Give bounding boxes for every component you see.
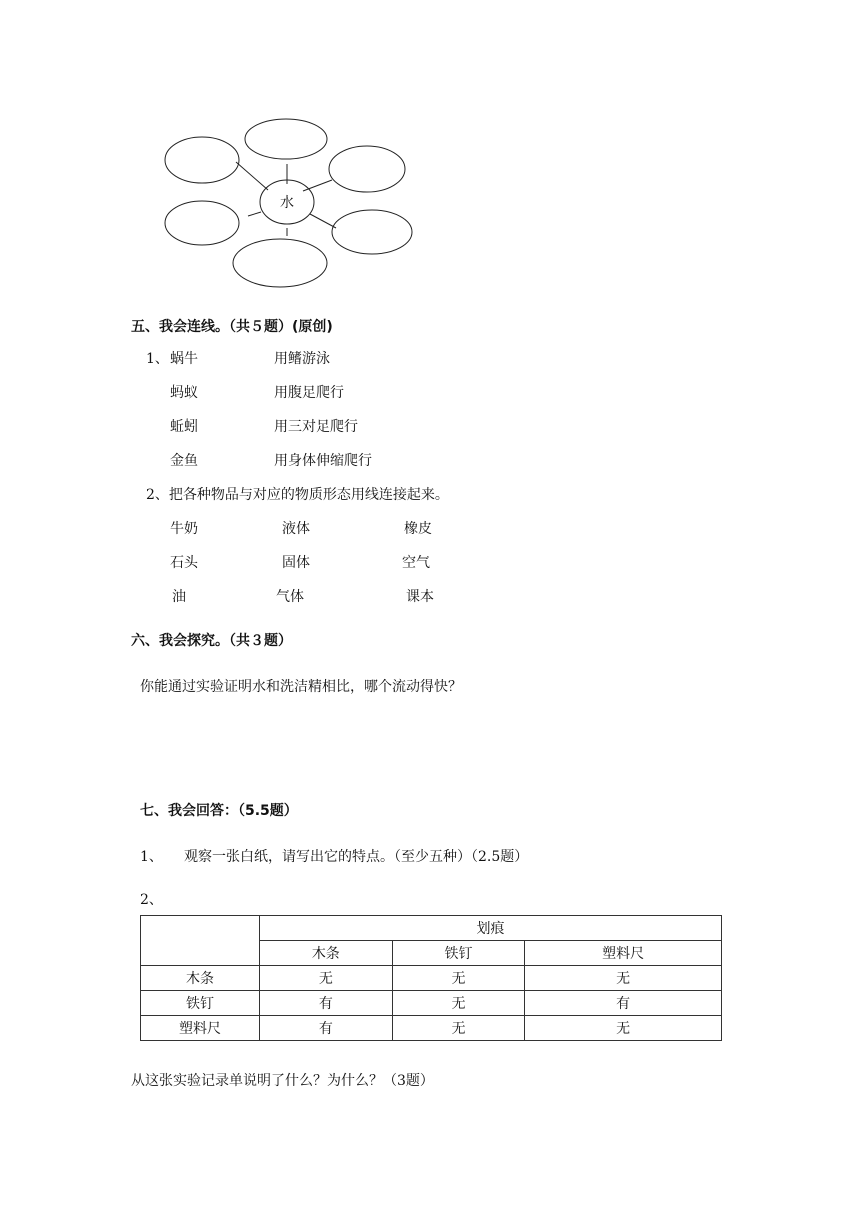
spoke-lower-right: [310, 214, 336, 228]
center-label: 水: [280, 195, 294, 211]
movement-fins[interactable]: 用鳍游泳: [274, 351, 330, 367]
movement-foot[interactable]: 用腹足爬行: [274, 385, 344, 401]
table-row: [141, 1016, 722, 1041]
table-row-label: 塑料尺: [141, 1016, 260, 1041]
animal-goldfish[interactable]: 金鱼: [170, 453, 198, 469]
spoke-lower-left: [248, 212, 261, 216]
empty-bubble-upper-right[interactable]: [329, 146, 405, 192]
table-cell: 无: [392, 966, 525, 991]
table-group-header: 划痕: [260, 916, 722, 941]
table-col-header: 铁钉: [392, 941, 525, 966]
table-row-label: 铁钉: [141, 991, 260, 1016]
state-gas[interactable]: 气体: [276, 589, 304, 605]
item-oil[interactable]: 油: [172, 589, 186, 605]
empty-bubble-upper-left[interactable]: [165, 137, 239, 183]
table-col-header: 木条: [260, 941, 393, 966]
table-cell: 无: [525, 966, 722, 991]
table-cell: 无: [392, 1016, 525, 1041]
section7-title: 七、我会回答：（5.5题）: [140, 803, 298, 819]
section7-q1-number: 1、: [140, 849, 163, 865]
item-stone[interactable]: 石头: [170, 555, 198, 571]
movement-three-pairs[interactable]: 用三对足爬行: [274, 419, 358, 435]
table-row: [141, 991, 722, 1016]
table-cell: 无: [260, 966, 393, 991]
item-milk[interactable]: 牛奶: [170, 521, 198, 537]
experiment-record-table: [140, 915, 722, 1041]
table-cell: 无: [392, 991, 525, 1016]
section7-q2-number: 2、: [140, 892, 163, 908]
table-cell: 有: [525, 991, 722, 1016]
empty-bubble-lower-left[interactable]: [165, 201, 239, 245]
table-cell: 有: [260, 1016, 393, 1041]
table-row: [141, 966, 722, 991]
q2-instruction: 2、把各种物品与对应的物质形态用线连接起来。: [146, 487, 449, 503]
water-mind-map: [150, 110, 430, 295]
empty-bubble-top[interactable]: [245, 119, 327, 159]
item-air[interactable]: 空气: [402, 555, 430, 571]
spoke-upper-right: [303, 180, 332, 191]
animal-snail[interactable]: 蜗牛: [170, 351, 198, 367]
item-eraser[interactable]: 橡皮: [404, 521, 432, 537]
item-textbook[interactable]: 课本: [406, 589, 434, 605]
table-col-header: 塑料尺: [525, 941, 722, 966]
empty-bubble-bottom[interactable]: [233, 239, 327, 287]
movement-contract[interactable]: 用身体伸缩爬行: [274, 453, 372, 469]
table-row-label: 木条: [141, 966, 260, 991]
table-corner-cell: [141, 916, 260, 966]
table-cell: 有: [260, 991, 393, 1016]
section5-title: 五、我会连线。（共５题）(原创): [131, 319, 333, 335]
spoke-upper-left: [236, 162, 268, 190]
section6-question: 你能通过实验证明水和洗洁精相比，哪个流动得快？: [140, 679, 462, 695]
q1-number: 1、: [146, 351, 169, 367]
table-cell: 无: [525, 1016, 722, 1041]
empty-bubble-lower-right[interactable]: [332, 210, 412, 254]
section6-title: 六、我会探究。（共３题）: [131, 633, 292, 649]
state-liquid[interactable]: 液体: [282, 521, 310, 537]
section7-q1-text: 观察一张白纸，请写出它的特点。（至少五种）（2.5题）: [184, 849, 529, 865]
animal-earthworm[interactable]: 蚯蚓: [170, 419, 198, 435]
animal-ant[interactable]: 蚂蚁: [170, 385, 198, 401]
state-solid[interactable]: 固体: [282, 555, 310, 571]
section7-q2-text: 从这张实验记录单说明了什么？为什么？（3题）: [131, 1073, 434, 1089]
